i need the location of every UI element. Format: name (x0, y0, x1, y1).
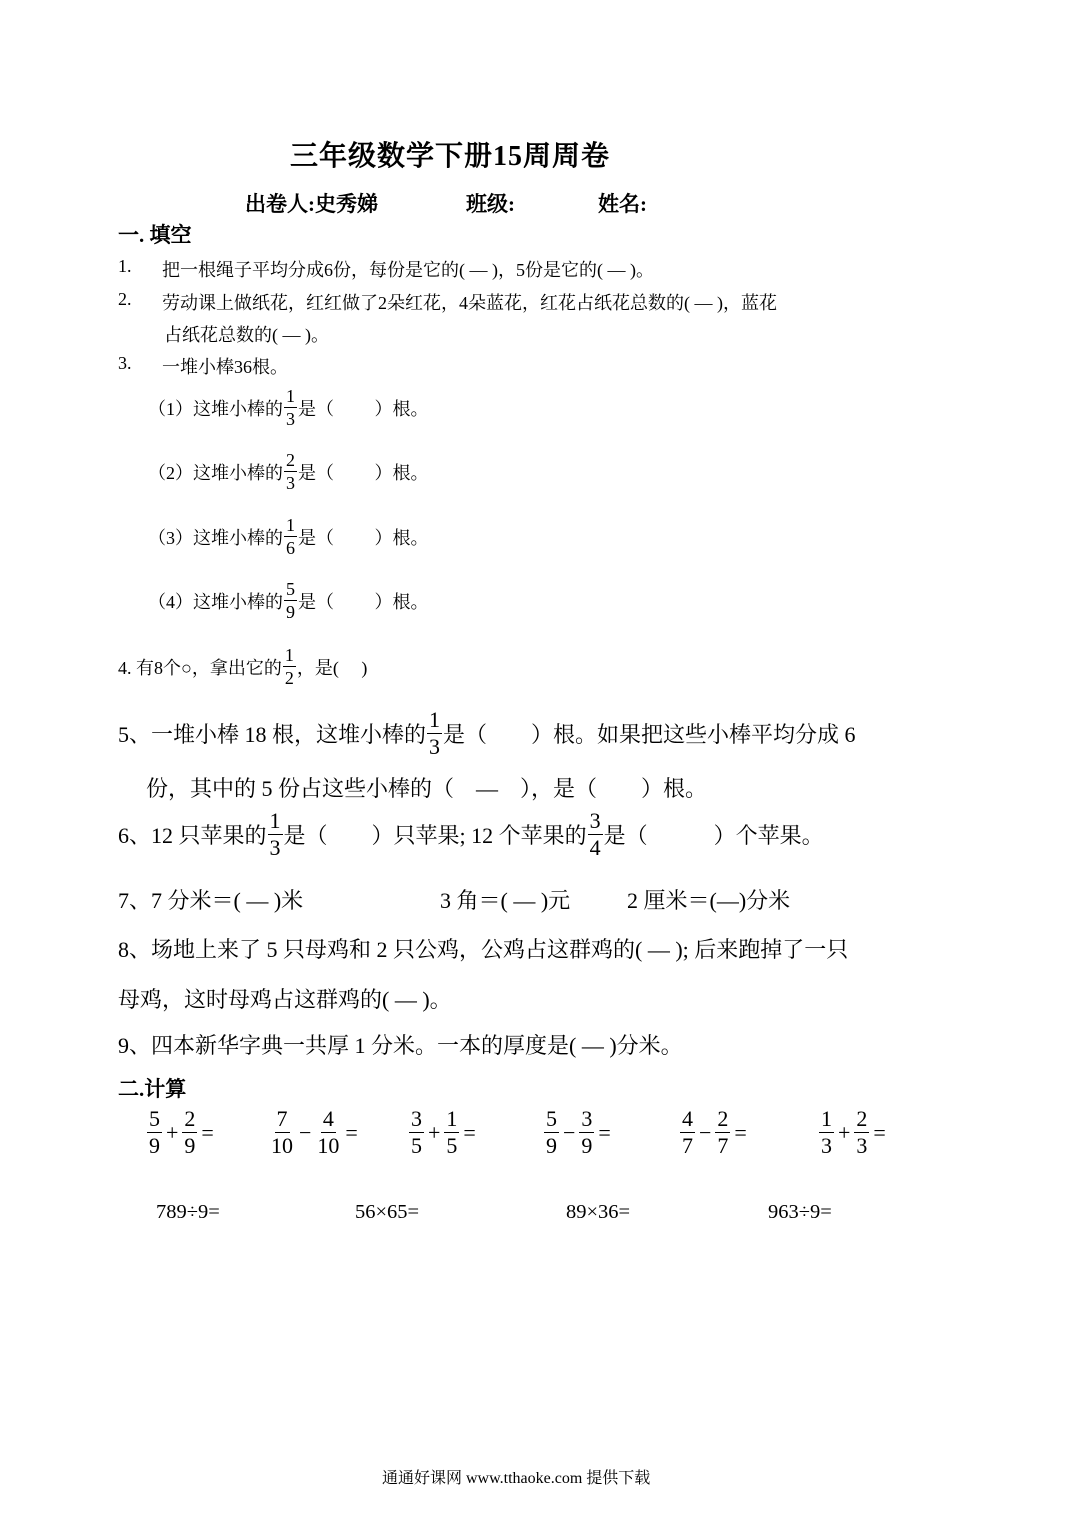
numerator: 1 (429, 707, 441, 732)
q3-sub-4-tail: 是（ ）根。 (298, 591, 429, 612)
denominator: 3 (429, 734, 441, 759)
q6-pre: 6、12 只苹果的 (118, 823, 267, 848)
q4 (118, 646, 367, 687)
numerator: 1 (284, 645, 294, 665)
fraction-problem (679, 1108, 750, 1157)
q6-tail: 是（ ）个苹果。 (603, 823, 824, 848)
numerator: 1 (821, 1106, 832, 1131)
q1-text: 把一根绳子平均分成6份，每份是它的( — )，5份是它的( — )。 (162, 260, 654, 280)
q2-line1: 劳动课上做纸花，红红做了2朵红花，4朵蓝花，红花占纸花总数的( — )，蓝花 (162, 293, 777, 313)
fraction (284, 451, 297, 492)
fraction (284, 516, 297, 557)
q3-sub-1-tail: 是（ ）根。 (298, 398, 429, 419)
fraction (147, 1108, 162, 1157)
class-label: 班级: (466, 192, 515, 216)
denominator: 3 (269, 835, 281, 860)
denominator: 5 (411, 1133, 422, 1158)
fraction (284, 387, 297, 428)
q5-line1 (118, 709, 856, 758)
q4-tail: ，是( ) (296, 657, 368, 678)
numerator: 1 (286, 515, 295, 535)
fraction-problem (818, 1108, 889, 1157)
denominator: 9 (581, 1133, 593, 1158)
arithmetic-problem: 789÷9= (156, 1201, 220, 1223)
q4-pre: 4. 有8个○，拿出它的 (118, 657, 282, 678)
q5-line2: 份，其中的 5 份占这些小棒的（ — ），是（ ）根。 (146, 776, 708, 801)
numerator: 3 (589, 808, 601, 833)
numerator: 1 (286, 386, 295, 406)
fraction-problem (408, 1108, 479, 1157)
q3-sub-2-label: （2）这堆小棒的 (148, 462, 283, 483)
denominator: 9 (546, 1133, 557, 1158)
fraction (427, 709, 442, 758)
fraction (269, 1108, 295, 1157)
equals-sign: = (463, 1119, 476, 1145)
q7-b: 3 角＝( — )元 (440, 888, 571, 913)
fraction-problem (268, 1108, 361, 1157)
numerator: 5 (286, 579, 295, 599)
denominator: 7 (682, 1133, 693, 1158)
arithmetic-problem: 56×65= (355, 1201, 420, 1223)
fraction (284, 580, 297, 621)
denominator: 7 (717, 1133, 729, 1158)
operator: − (299, 1119, 312, 1145)
numerator: 1 (269, 808, 281, 833)
arithmetic-problem: 89×36= (566, 1201, 631, 1223)
fraction-problem (543, 1108, 614, 1157)
q3-sub-4 (148, 580, 429, 621)
denominator: 9 (184, 1133, 196, 1158)
q3-number: 3. (118, 353, 132, 373)
equals-sign: = (201, 1119, 214, 1145)
q1-number: 1. (118, 256, 132, 276)
denominator: 9 (149, 1133, 160, 1158)
fraction (283, 646, 296, 687)
denominator: 3 (286, 473, 295, 493)
numerator: 7 (276, 1106, 288, 1131)
footer-text: 通通好课网 www.tthaoke.com 提供下载 (382, 1470, 651, 1487)
q6-mid: 是（ ）只苹果; 12 个苹果的 (283, 823, 587, 848)
numerator: 2 (286, 450, 295, 470)
q9-text: 9、四本新华字典一共厚 1 分米。一本的厚度是( — )分米。 (118, 1033, 683, 1058)
equals-sign: = (873, 1119, 886, 1145)
arithmetic-problem: 963÷9= (768, 1201, 832, 1223)
section-fill-heading: 一. 填空 (118, 223, 192, 247)
fraction (588, 810, 603, 859)
denominator: 5 (446, 1133, 458, 1158)
operator: − (699, 1119, 712, 1145)
numerator: 5 (546, 1106, 557, 1131)
author-label: 出卷人:史秀娣 (245, 192, 378, 216)
operator: + (428, 1119, 441, 1145)
fraction (544, 1108, 559, 1157)
q2-number: 2. (118, 289, 132, 309)
q5-tail: 是（ ）根。如果把这些小棒平均分成 6 (443, 722, 856, 747)
fraction (819, 1108, 834, 1157)
q5-pre: 5、一堆小棒 18 根，这堆小棒的 (118, 722, 427, 747)
q3-sub-2 (148, 451, 429, 492)
page-title: 三年级数学下册15周周卷 (290, 141, 611, 172)
numerator: 3 (581, 1106, 593, 1131)
numerator: 4 (322, 1106, 334, 1131)
q8-line1: 8、场地上来了 5 只母鸡和 2 只公鸡，公鸡占这群鸡的( — ); 后来跑掉了一只 (118, 937, 849, 962)
numerator: 1 (446, 1106, 458, 1131)
denominator: 3 (821, 1133, 832, 1158)
fraction (444, 1108, 459, 1157)
section-calc-heading: 二.计算 (118, 1077, 187, 1101)
fraction (715, 1108, 730, 1157)
denominator: 3 (856, 1133, 868, 1158)
numerator: 2 (184, 1106, 196, 1131)
numerator: 4 (682, 1106, 693, 1131)
fraction-problem (146, 1108, 217, 1157)
fraction (268, 810, 283, 859)
numerator: 2 (717, 1106, 729, 1131)
fraction (579, 1108, 594, 1157)
denominator: 3 (286, 409, 295, 429)
numerator: 2 (856, 1106, 868, 1131)
q3-sub-2-tail: 是（ ）根。 (298, 462, 429, 483)
fraction (315, 1108, 341, 1157)
q3-text: 一堆小棒36根。 (162, 357, 288, 377)
name-label: 姓名: (598, 192, 647, 216)
equals-sign: = (345, 1119, 358, 1145)
operator: − (563, 1119, 576, 1145)
q8-line2: 母鸡，这时母鸡占这群鸡的( — )。 (118, 987, 452, 1012)
q3-sub-1 (148, 387, 429, 428)
denominator: 9 (286, 602, 295, 622)
operator: + (166, 1119, 179, 1145)
denominator: 6 (286, 538, 295, 558)
fraction (182, 1108, 197, 1157)
q6 (118, 810, 824, 859)
fraction (854, 1108, 869, 1157)
q3-sub-4-label: （4）这堆小棒的 (148, 591, 283, 612)
equals-sign: = (598, 1119, 611, 1145)
q3-sub-3 (148, 516, 429, 557)
numerator: 5 (149, 1106, 160, 1131)
denominator: 10 (317, 1133, 340, 1158)
q3-sub-3-label: （3）这堆小棒的 (148, 527, 283, 548)
denominator: 2 (284, 668, 294, 688)
q2-line2: 占纸花总数的( — )。 (164, 325, 329, 345)
q7-a: 7、7 分米＝( — )米 (118, 888, 304, 913)
q3-sub-3-tail: 是（ ）根。 (298, 527, 429, 548)
q3-sub-1-label: （1）这堆小棒的 (148, 398, 283, 419)
fraction (680, 1108, 695, 1157)
denominator: 10 (271, 1133, 293, 1158)
denominator: 4 (589, 835, 601, 860)
operator: + (838, 1119, 851, 1145)
fraction (409, 1108, 424, 1157)
equals-sign: = (734, 1119, 747, 1145)
numerator: 3 (411, 1106, 422, 1131)
q7-c: 2 厘米＝(—)分米 (627, 888, 791, 913)
